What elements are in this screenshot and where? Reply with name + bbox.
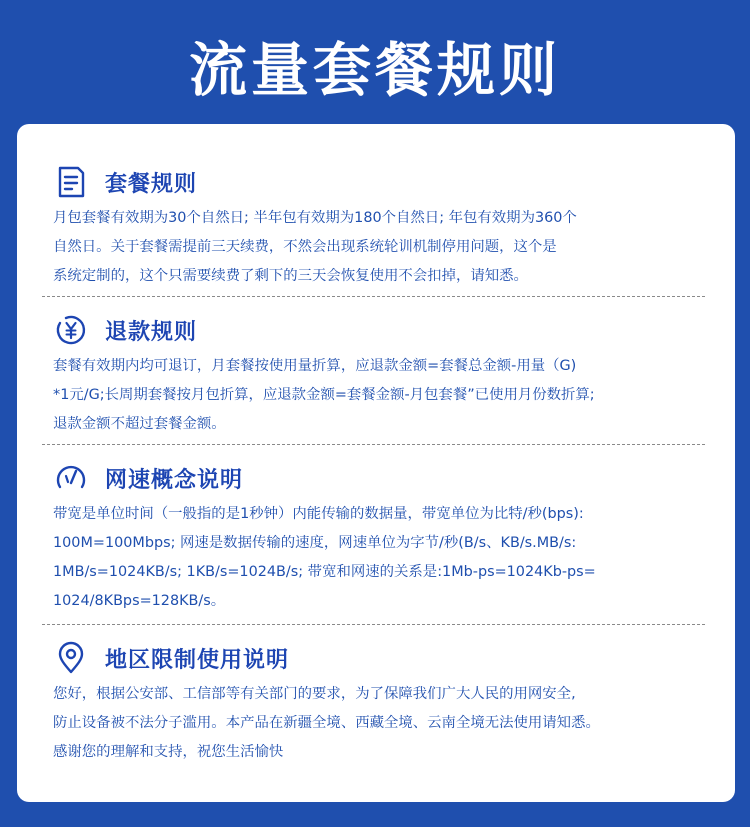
divider (42, 624, 705, 625)
body-line: 自然日。关于套餐需提前三天续费，不然会出现系统轮训机制停用问题，这个是 (53, 239, 557, 255)
section-body (53, 680, 703, 767)
page-title: 流量套餐规则 (188, 36, 561, 104)
document-icon (54, 165, 88, 199)
section-body (53, 500, 703, 616)
body-line: 套餐有效期内均可退订，月套餐按使用量折算，应退款金额=套餐总金额-用量（G) (53, 358, 577, 374)
body-line: 您好，根据公安部、工信部等有关部门的要求，为了保障我们广大人民的用网安全, (53, 686, 576, 702)
section-body (53, 352, 703, 439)
body-line: 防止设备被不法分子滥用。本产品在新疆全境、西藏全境、云南全境无法使用请知悉。 (53, 715, 600, 731)
yen-icon (54, 313, 88, 347)
body-line: 感谢您的理解和支持，祝您生活愉快 (53, 744, 284, 760)
section-title: 退款规则 (105, 319, 198, 345)
section-speed-concepts (53, 458, 703, 616)
body-line: 系统定制的，这个只需要续费了剩下的三天会恢复使用不会扣掉，请知悉。 (53, 268, 528, 284)
body-line: *1元/G;长周期套餐按月包折算，应退款金额=套餐金额-月包套餐”已使用月份数折算; (53, 387, 595, 403)
section-region-restriction (53, 638, 703, 767)
body-line: 100M=100Mbps; 网速是数据传输的速度，网速单位为字节/秒(B/s、KB/s.MB/s: (53, 535, 577, 551)
divider (42, 296, 705, 297)
divider (42, 444, 705, 445)
body-line: 1MB/s=1024KB/s; 1KB/s=1024B/s; 带宽和网速的关系是:1Mb-ps=1024Kb-ps= (53, 564, 596, 580)
section-title: 网速概念说明 (105, 467, 244, 493)
section-refund-rules (53, 310, 703, 439)
section-title: 套餐规则 (105, 171, 198, 197)
section-package-rules (53, 162, 703, 291)
body-line: 1024/8KBps=128KB/s。 (53, 593, 226, 609)
body-line: 月包套餐有效期为30个自然日; 半年包有效期为180个自然日; 年包有效期为360个 (53, 210, 577, 226)
section-title: 地区限制使用说明 (105, 647, 290, 673)
body-line: 带宽是单位时间（一般指的是1秒钟）内能传输的数据量，带宽单位为比特/秒(bps): (53, 506, 584, 522)
rules-card (17, 124, 735, 802)
location-pin-icon (54, 641, 88, 675)
speedometer-icon (54, 461, 88, 495)
body-line: 退款金额不超过套餐金额。 (53, 416, 226, 432)
section-body (53, 204, 703, 291)
